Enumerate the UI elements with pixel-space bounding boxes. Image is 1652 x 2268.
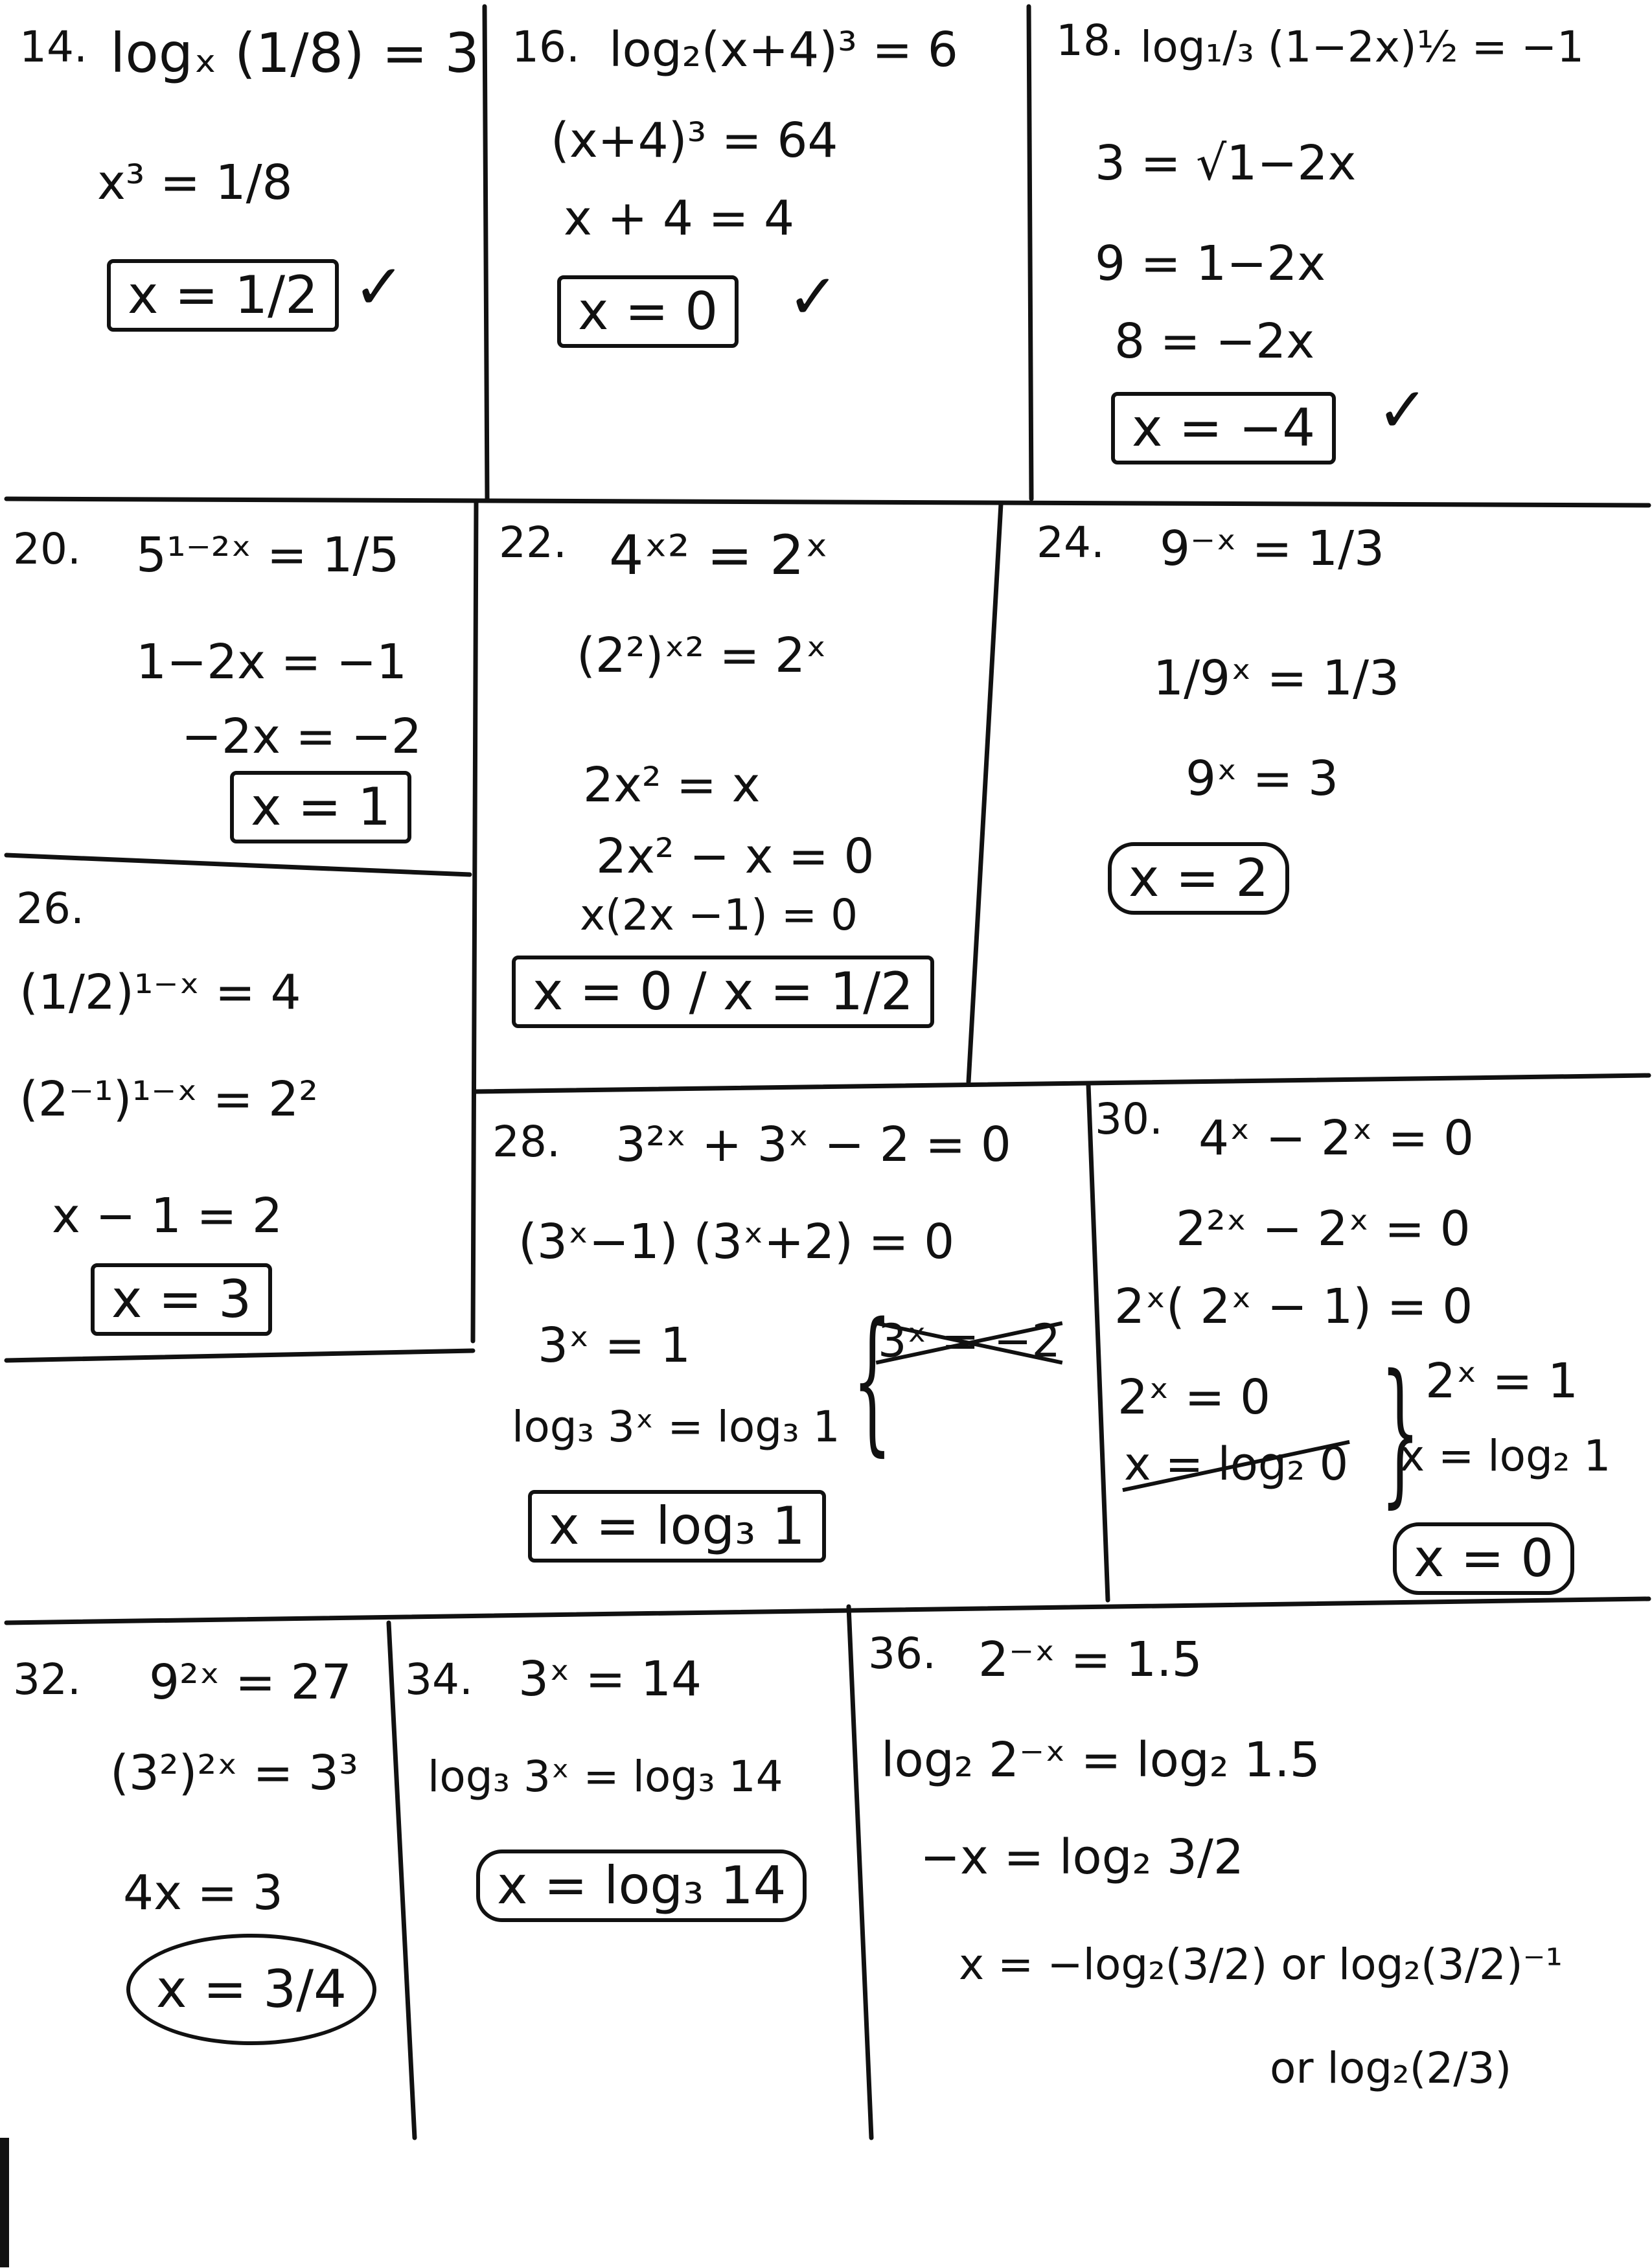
brace-icon: } [1380, 1341, 1420, 1522]
solution-step: 1−2x = −1 [136, 634, 407, 690]
answer-box: x = 3 [91, 1263, 272, 1336]
divider-line [6, 499, 1649, 505]
solution-step: 2x² = x [583, 757, 761, 813]
problem-equation: 9⁻ˣ = 1/3 [1160, 521, 1385, 577]
solution-step: 2ˣ = 1 [1425, 1353, 1579, 1409]
solution-step: x + 4 = 4 [564, 190, 795, 246]
divider-line [6, 1351, 473, 1360]
brace-icon: { [852, 1289, 892, 1471]
problem-equation: 4ˣ² = 2ˣ [609, 523, 829, 587]
solution-step: (x+4)³ = 64 [551, 113, 838, 168]
solution-step: 3ˣ = 1 [538, 1318, 691, 1373]
answer-circle: x = 3/4 [126, 1934, 376, 2045]
divider-line [6, 1599, 1649, 1623]
solution-step: 2ˣ( 2ˣ − 1) = 0 [1114, 1279, 1473, 1334]
problem-equation: 9²ˣ = 27 [149, 1655, 352, 1710]
solution-step: log₂ 2⁻ˣ = log₂ 1.5 [881, 1732, 1320, 1788]
crossed-out-step: x = log₂ 0 [1124, 1438, 1349, 1491]
answer-box: x = log₃ 1 [528, 1490, 826, 1563]
answer-box: x = 0 / x = 1/2 [512, 956, 934, 1028]
answer-box: x = 1/2 [107, 259, 339, 332]
problem-number: 24. [1037, 518, 1105, 567]
divider-line [6, 855, 470, 875]
problem-number: 14. [19, 22, 87, 72]
solution-step: (2⁻¹)¹⁻ˣ = 2² [19, 1071, 318, 1127]
solution-step: log₃ 3ˣ = log₃ 1 [512, 1402, 840, 1452]
solution-step: 2²ˣ − 2ˣ = 0 [1176, 1201, 1471, 1257]
problem-number: 34. [405, 1655, 473, 1704]
solution-step: 1/9ˣ = 1/3 [1153, 650, 1400, 706]
solution-step: x = log₂ 1 [1399, 1431, 1611, 1481]
divider-line [473, 502, 476, 1341]
problem-equation: 2⁻ˣ = 1.5 [978, 1632, 1202, 1688]
divider-line [485, 6, 487, 499]
answer-box: x = 1 [230, 771, 411, 843]
solution-step: (3ˣ−1) (3ˣ+2) = 0 [518, 1214, 955, 1270]
problem-number: 20. [13, 524, 81, 574]
problem-number: 28. [492, 1117, 560, 1167]
solution-step: log₃ 3ˣ = log₃ 14 [428, 1752, 783, 1802]
problem-equation: logₓ (1/8) = 3 [110, 21, 479, 85]
solution-step: 9ˣ = 3 [1186, 751, 1339, 807]
scan-edge-mark [0, 2138, 9, 2267]
solution-step: −2x = −2 [181, 709, 422, 764]
solution-step: x³ = 1/8 [97, 155, 293, 211]
answer-box: x = 2 [1108, 842, 1289, 915]
divider-line [1029, 6, 1031, 499]
solution-step: 9 = 1−2x [1095, 236, 1326, 292]
divider-line [969, 504, 1001, 1082]
solution-step: x(2x −1) = 0 [580, 890, 858, 940]
answer-line-2: or log₂(2/3) [1270, 2043, 1512, 2093]
problem-equation: 3ˣ = 14 [518, 1651, 702, 1707]
solution-step: 4x = 3 [123, 1865, 284, 1921]
answer-line-1: x = −log₂(3/2) or log₂(3/2)⁻¹ [959, 1940, 1563, 1989]
solution-step: (3²)²ˣ = 3³ [110, 1745, 358, 1801]
problem-equation: 5¹⁻²ˣ = 1/5 [136, 527, 400, 583]
answer-box: x = 0 [557, 275, 739, 348]
problem-equation: 4ˣ − 2ˣ = 0 [1199, 1110, 1474, 1166]
solution-step: 2x² − x = 0 [596, 829, 875, 884]
problem-equation: log₂(x+4)³ = 6 [609, 22, 958, 78]
problem-number: 36. [868, 1629, 936, 1678]
solution-step: 8 = −2x [1114, 314, 1315, 369]
problem-number: 16. [512, 22, 580, 72]
problem-number: 30. [1095, 1094, 1163, 1144]
solution-step: x − 1 = 2 [52, 1188, 283, 1244]
answer-box: x = −4 [1111, 392, 1336, 464]
divider-line [849, 1607, 871, 2138]
solution-step: 2ˣ = 0 [1118, 1369, 1271, 1425]
solution-step: (2²)ˣ² = 2ˣ [577, 628, 827, 683]
solution-step: 3 = √1−2x [1095, 135, 1357, 191]
problem-equation: 3²ˣ + 3ˣ − 2 = 0 [615, 1117, 1011, 1173]
problem-number: 22. [499, 518, 567, 567]
answer-box: x = log₃ 14 [476, 1850, 807, 1922]
divider-line [476, 1075, 1649, 1092]
problem-equation: log₁/₃ (1−2x)½ = −1 [1140, 22, 1585, 72]
crossed-out-step: 3ˣ = −2 [878, 1314, 1061, 1368]
answer-box: x = 0 [1393, 1522, 1574, 1595]
problem-number: 26. [16, 884, 84, 934]
checkmark-icon: ✓ [353, 251, 406, 323]
problem-number: 18. [1056, 16, 1124, 65]
checkmark-icon: ✓ [1377, 374, 1429, 446]
checkmark-icon: ✓ [787, 260, 840, 333]
problem-equation: (1/2)¹⁻ˣ = 4 [19, 965, 301, 1020]
problem-number: 32. [13, 1655, 81, 1704]
solution-step: −x = log₂ 3/2 [920, 1829, 1244, 1885]
divider-line [1088, 1085, 1108, 1600]
